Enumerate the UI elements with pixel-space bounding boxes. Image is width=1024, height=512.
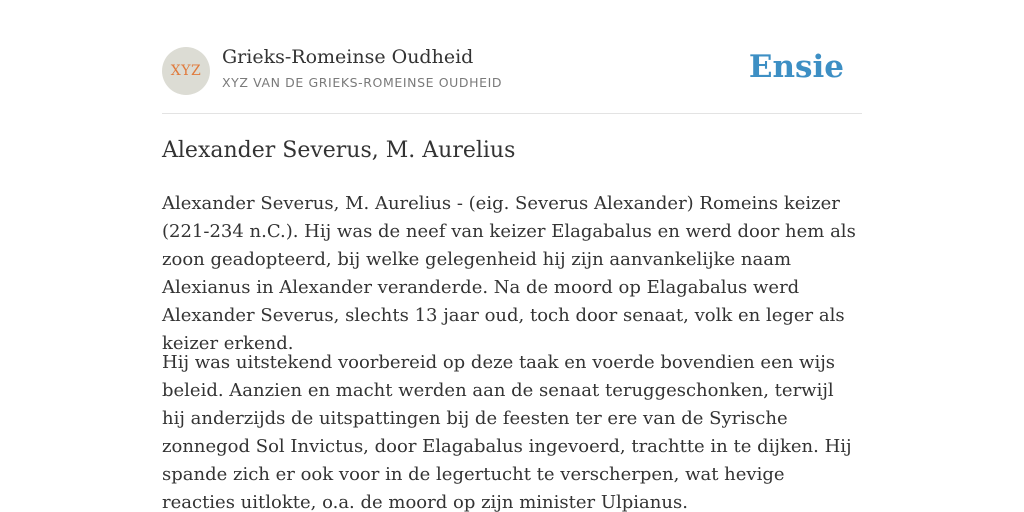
entry-title: Alexander Severus, M. Aurelius: [162, 138, 516, 163]
content-container: [162, 0, 862, 512]
source-header: [162, 0, 862, 114]
entry-paragraph: Hij was uitstekend voorbereid op deze taak en voerde bovendien een wijs beleid. Aanzien en macht werden aan de senaat teruggeschonken, terwijl hij anderzijds de uitspattingen bij de feesten ter ere van de Syrische zonnegod Sol Invictus, door Elagabalus ingevoerd, trachtte in te dijken. Hij spande zich er ook voor in de legertucht te verscherpen, wat hevige reacties uitlokte, o.a. de moord op zijn minister Ulpianus.: [162, 352, 852, 512]
source-title-link[interactable]: Grieks-Romeinse Oudheid: [222, 46, 474, 68]
source-avatar[interactable]: XYZ: [162, 47, 210, 95]
source-subtitle: XYZ VAN DE GRIEKS-ROMEINSE OUDHEID: [222, 75, 503, 90]
ensie-logo[interactable]: Ensie: [748, 49, 844, 85]
entry-paragraph: Alexander Severus, M. Aurelius - (eig. Severus Alexander) Romeins keizer (221-234 n.C.). Hij was de neef van keizer Elagabalus en werd door hem als zoon geadopteerd, bij welke gelegenheid hij zijn aanvankelijke naam Alexianus in Alexander veranderde. Na de moord op Elagabalus werd Alexander Severus, slechts 13 jaar oud, toch door senaat, volk en leger als keizer erkend.: [162, 193, 856, 354]
